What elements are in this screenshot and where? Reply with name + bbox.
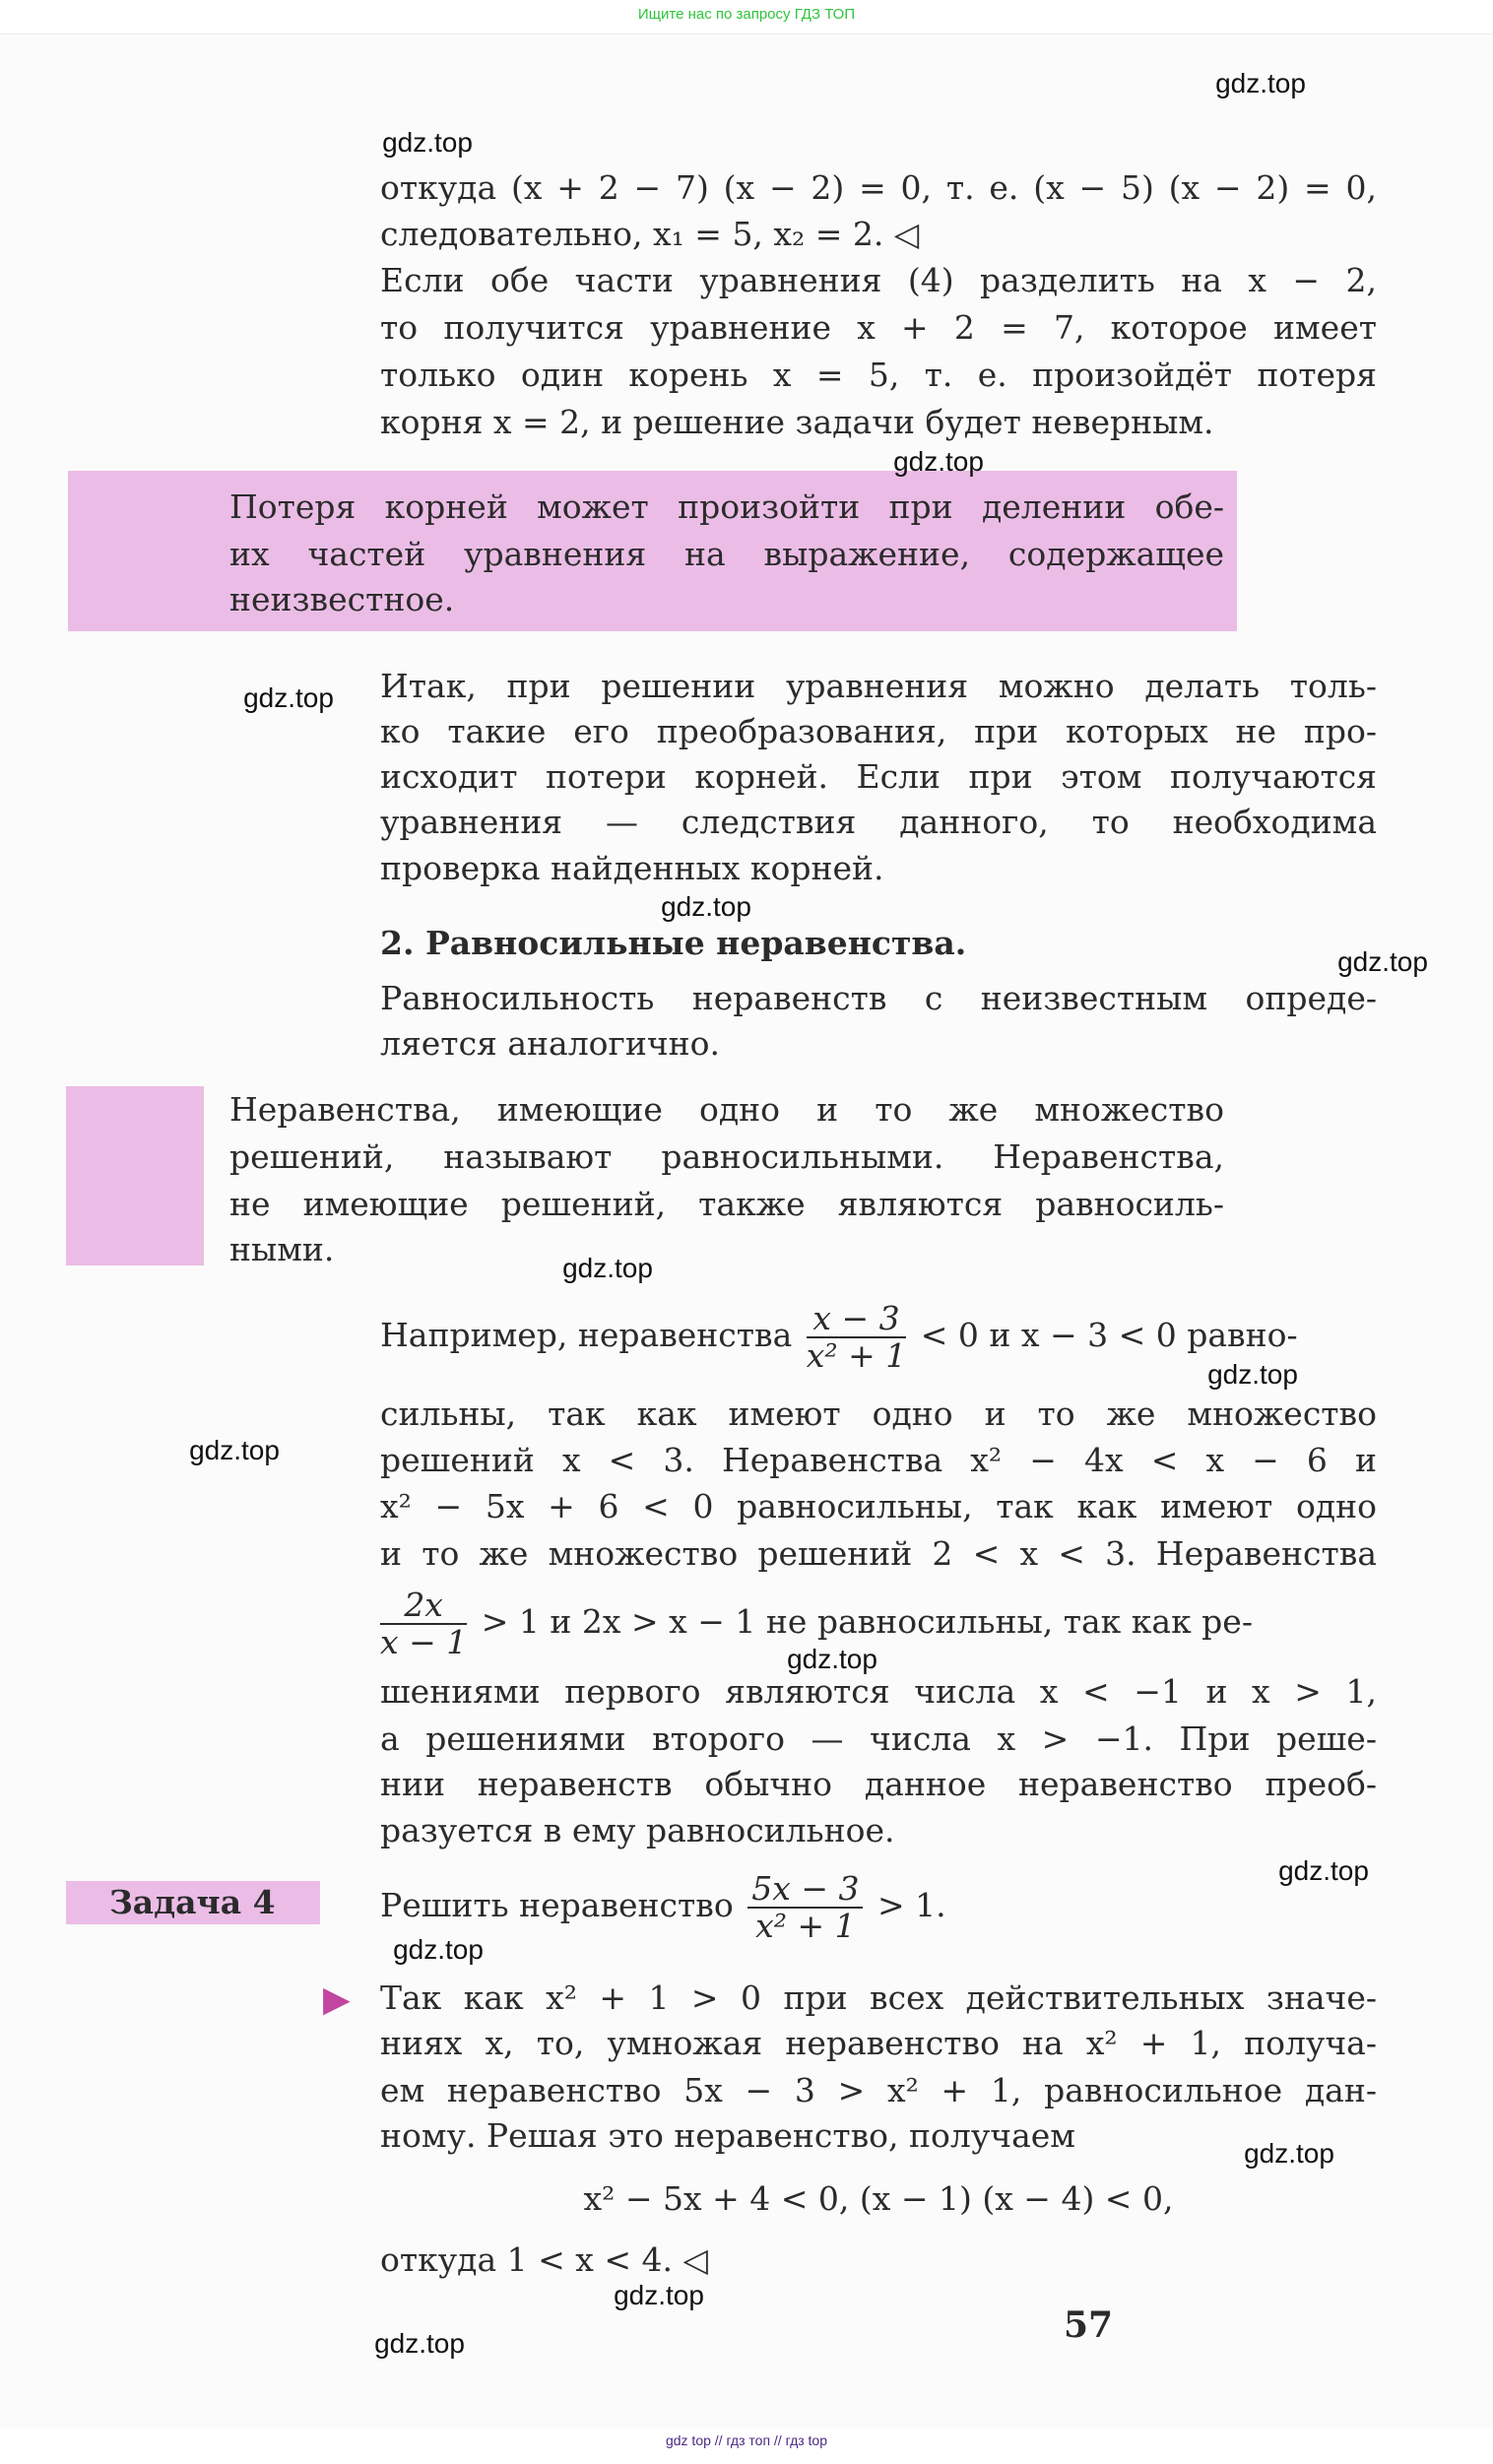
solution-arrow-icon: ▶ <box>323 1979 351 2020</box>
text-line: шениями первого являются числа x < −1 и x > 1, <box>380 1672 1377 1711</box>
solution-line: Так как x² + 1 > 0 при всех действительных значе- <box>380 1978 1377 2017</box>
text-line: Если обе части уравнения (4) разделить на x − 2, <box>380 261 1377 299</box>
text-line: только один корень x = 5, т. е. произойдёт потеря <box>380 356 1377 394</box>
task-lead: Решить неравенство <box>380 1886 734 1924</box>
text-line: следовательно, x₁ = 5, x₂ = 2. ◁ <box>380 215 920 253</box>
text-line: а решениями второго — числа x > −1. При реше- <box>380 1719 1377 1758</box>
watermark: gdz.top <box>243 682 334 713</box>
text-line: сильны, так как имеют одно и то же множество <box>380 1394 1377 1433</box>
text-line: и то же множество решений 2 < x < 3. Неравенства <box>380 1534 1377 1573</box>
definition-line: не имеющие решений, также являются равносиль- <box>229 1185 1224 1223</box>
text-line: ко такие его преобразования, при которых не про- <box>380 712 1377 750</box>
rule-line: неизвестное. <box>229 580 455 618</box>
solution-line: ем неравенство 5x − 3 > x² + 1, равносильное дан- <box>380 2071 1377 2109</box>
definition-marker <box>66 1086 204 1265</box>
fraction <box>807 1301 906 1374</box>
text-line: корня x = 2, и решение задачи будет неверным. <box>380 403 1214 441</box>
solution-answer: откуда 1 < x < 4. ◁ <box>380 2240 708 2279</box>
text-line: нии неравенств обычно данное неравенство преоб- <box>380 1765 1377 1803</box>
text-line: проверка найденных корней. <box>380 849 884 887</box>
task-tail: > 1. <box>876 1886 946 1924</box>
page-number: 57 <box>1064 2304 1114 2346</box>
example-tail: < 0 и x − 3 < 0 равно- <box>920 1316 1298 1354</box>
denominator: x² + 1 <box>806 1336 907 1375</box>
example-tail: > 1 и 2x > x − 1 не равносильны, так как ре- <box>481 1602 1253 1641</box>
numerator: 2x <box>380 1588 467 1625</box>
text-line: Итак, при решении уравнения можно делать толь- <box>380 667 1377 705</box>
definition-line: Неравенства, имеющие одно и то же множество <box>229 1090 1224 1129</box>
text-line: ляется аналогично. <box>380 1024 720 1063</box>
solution-line: ному. Решая это неравенство, получаем <box>380 2116 1075 2155</box>
numerator: x − 3 <box>807 1301 906 1338</box>
text-line: исходит потери корней. Если при этом получаются <box>380 757 1377 796</box>
footer-links[interactable]: gdz top // гдз топ // гдз top <box>665 2432 828 2448</box>
denominator: x² + 1 <box>755 1907 856 1945</box>
denominator: x − 1 <box>380 1623 468 1661</box>
watermark: gdz.top <box>382 127 473 158</box>
fraction <box>747 1871 863 1944</box>
watermark: gdz.top <box>189 1435 280 1465</box>
task-label-box <box>66 1881 320 1924</box>
text-line: откуда (x + 2 − 7) (x − 2) = 0, т. е. (x − 5) (x − 2) = 0, <box>380 168 1377 207</box>
watermark: gdz.top <box>787 1644 877 1674</box>
watermark: gdz.top <box>893 446 984 477</box>
numerator: 5x − 3 <box>747 1871 863 1909</box>
rule-line: Потеря корней может произойти при делении обе- <box>229 487 1224 526</box>
task-label: Задача 4 <box>109 1883 276 1921</box>
watermark: gdz.top <box>1337 946 1428 977</box>
watermark: gdz.top <box>374 2328 465 2359</box>
search-banner[interactable]: Ищите нас по запросу ГДЗ ТОП <box>0 0 1493 34</box>
definition-line: решений, называют равносильными. Неравенства, <box>229 1137 1224 1176</box>
watermark: gdz.top <box>1244 2138 1334 2169</box>
rule-line: их частей уравнения на выражение, содержащее <box>229 535 1224 573</box>
section-heading: 2. Равносильные неравенства. <box>380 924 967 962</box>
watermark: gdz.top <box>1278 1855 1369 1886</box>
watermark: gdz.top <box>1215 68 1306 98</box>
watermark: gdz.top <box>614 2280 704 2310</box>
solution-line: ниях x, то, умножая неравенство на x² + 1, получа- <box>380 2024 1377 2062</box>
watermark: gdz.top <box>1207 1359 1298 1390</box>
text-line: разуется в ему равносильное. <box>380 1811 895 1849</box>
example-lead: Например, неравенства <box>380 1316 793 1354</box>
definition-line: ными. <box>229 1230 335 1268</box>
text-line: x² − 5x + 6 < 0 равносильны, так как имеют одно <box>380 1487 1377 1525</box>
solution-formula: x² − 5x + 4 < 0, (x − 1) (x − 4) < 0, <box>583 2179 1174 2218</box>
text-line: то получится уравнение x + 2 = 7, которое имеет <box>380 308 1377 347</box>
watermark: gdz.top <box>661 891 751 922</box>
text-line: уравнения — следствия данного, то необходима <box>380 803 1377 841</box>
text-line: Равносильность неравенств с неизвестным опреде- <box>380 979 1377 1017</box>
text-line: решений x < 3. Неравенства x² − 4x < x − 6 и <box>380 1441 1377 1479</box>
fraction <box>380 1588 467 1660</box>
watermark: gdz.top <box>393 1934 484 1965</box>
watermark: gdz.top <box>562 1253 653 1283</box>
